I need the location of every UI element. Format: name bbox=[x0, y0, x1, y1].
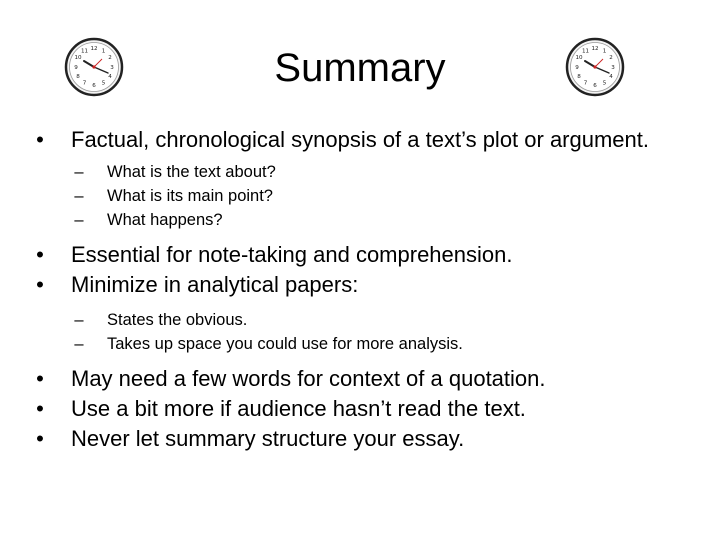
svg-text:4: 4 bbox=[609, 74, 613, 80]
sub-bullet-item bbox=[30, 160, 700, 184]
bullet-list bbox=[30, 125, 700, 454]
dash-marker: – bbox=[74, 163, 84, 181]
bullet-item bbox=[30, 394, 700, 424]
sub-bullet-item bbox=[30, 184, 700, 208]
bullet-text: Minimize in analytical papers: bbox=[71, 272, 359, 297]
bullet-text: Use a bit more if audience hasn’t read the text. bbox=[71, 396, 526, 421]
svg-text:9: 9 bbox=[575, 65, 579, 71]
sub-bullet-text: States the obvious. bbox=[107, 311, 248, 329]
svg-text:11: 11 bbox=[80, 48, 89, 55]
bullet-item bbox=[30, 364, 700, 394]
sub-bullet-item bbox=[30, 308, 700, 332]
svg-text:10: 10 bbox=[74, 55, 82, 61]
svg-text:12: 12 bbox=[90, 46, 98, 52]
svg-text:2: 2 bbox=[108, 55, 112, 61]
sub-bullet-item bbox=[30, 208, 700, 232]
svg-text:4: 4 bbox=[108, 74, 112, 80]
bullet-marker: • bbox=[36, 396, 44, 421]
bullet-item bbox=[30, 125, 700, 155]
svg-text:3: 3 bbox=[110, 65, 114, 71]
sub-bullet-item bbox=[30, 332, 700, 356]
sub-bullet-text: What is the text about? bbox=[107, 163, 276, 181]
bullet-item bbox=[30, 424, 700, 454]
svg-text:6: 6 bbox=[92, 83, 96, 89]
svg-text:5: 5 bbox=[602, 80, 607, 87]
dash-marker: – bbox=[74, 311, 84, 329]
bullet-marker: • bbox=[36, 272, 44, 297]
sub-bullet-text: What happens? bbox=[107, 211, 223, 229]
svg-text:10: 10 bbox=[575, 55, 583, 61]
svg-text:7: 7 bbox=[82, 80, 87, 87]
sub-bullet-text: What is its main point? bbox=[107, 187, 273, 205]
dash-marker: – bbox=[74, 187, 84, 205]
svg-text:3: 3 bbox=[611, 65, 615, 71]
svg-text:8: 8 bbox=[577, 74, 581, 80]
svg-text:2: 2 bbox=[609, 55, 613, 61]
dash-marker: – bbox=[74, 211, 84, 229]
svg-text:11: 11 bbox=[581, 48, 590, 55]
slide-title: Summary bbox=[274, 46, 446, 90]
svg-text:1: 1 bbox=[101, 48, 106, 55]
sub-bullet-text: Takes up space you could use for more analysis. bbox=[107, 335, 463, 353]
svg-text:5: 5 bbox=[101, 80, 106, 87]
bullet-marker: • bbox=[36, 366, 44, 391]
bullet-item bbox=[30, 240, 700, 270]
bullet-text: Factual, chronological synopsis of a text’s plot or argument. bbox=[71, 127, 650, 152]
bullet-text: Never let summary structure your essay. bbox=[71, 426, 465, 451]
bullet-text: Essential for note-taking and comprehension. bbox=[71, 242, 513, 267]
svg-text:8: 8 bbox=[76, 74, 80, 80]
bullet-marker: • bbox=[36, 426, 44, 451]
bullet-marker: • bbox=[36, 242, 44, 267]
bullet-marker: • bbox=[36, 127, 44, 152]
clock-icon bbox=[565, 37, 625, 97]
dash-marker: – bbox=[74, 335, 84, 353]
svg-text:12: 12 bbox=[591, 46, 599, 52]
svg-text:6: 6 bbox=[593, 83, 597, 89]
svg-text:7: 7 bbox=[583, 80, 588, 87]
svg-text:9: 9 bbox=[74, 65, 78, 71]
bullet-text: May need a few words for context of a quotation. bbox=[71, 366, 546, 391]
svg-text:1: 1 bbox=[602, 48, 607, 55]
bullet-item bbox=[30, 270, 700, 300]
